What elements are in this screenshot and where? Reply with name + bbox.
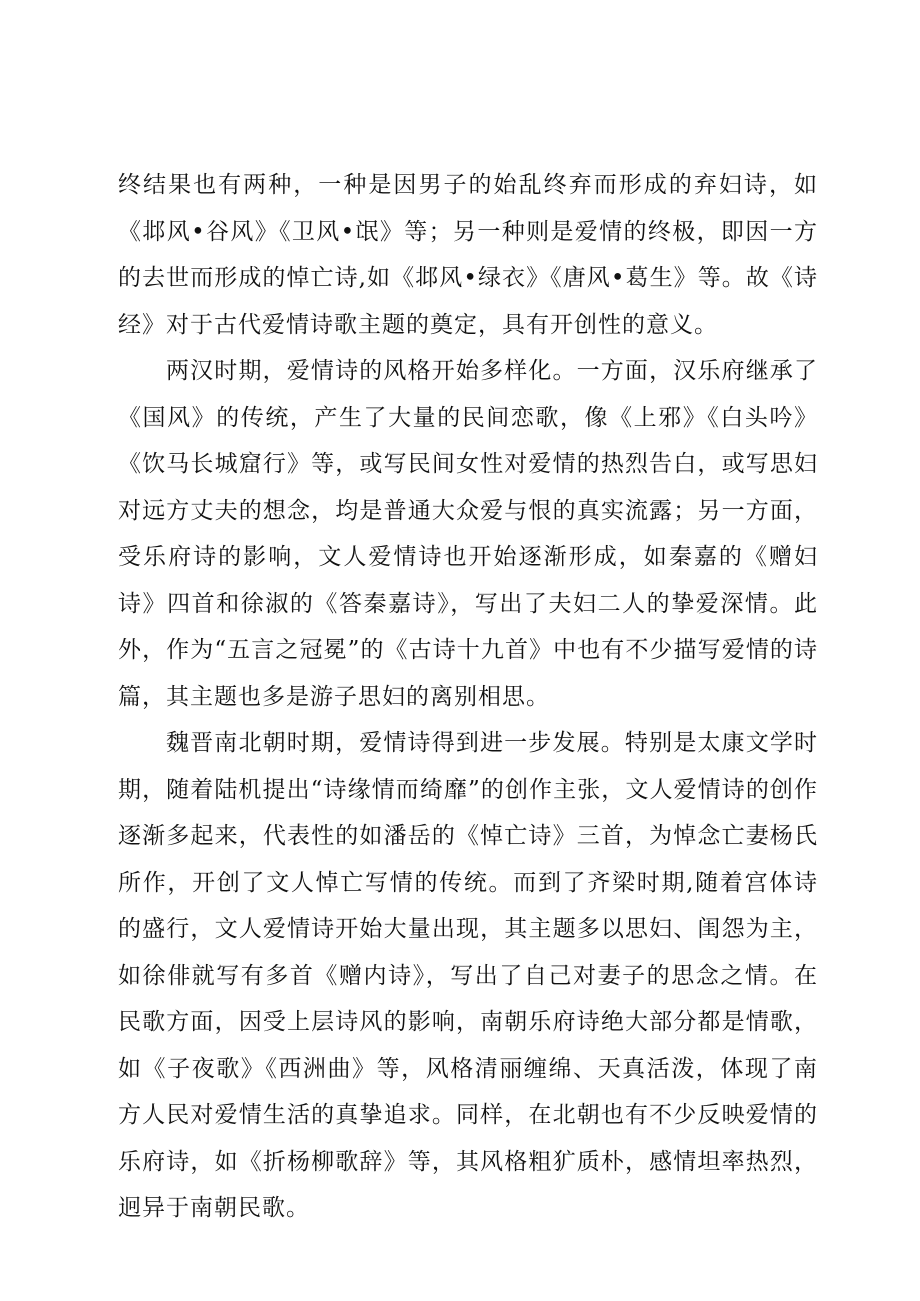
- paragraph-han-dynasty: 两汉时期，爱情诗的风格开始多样化。一方面，汉乐府继承了《国风》的传统，产生了大量的民间恋歌，像《上邪》《白头吟》《饮马长城窟行》等，或写民间女性对爱情的热烈告白，或写思妇对远方丈夫的想念，均是普通大众爱与恨的真实流露；另一方面，受乐府诗的影响，文人爱情诗也开始逐渐形成，如秦嘉的《赠妇诗》四首和徐淑的《答秦嘉诗》，写出了夫妇二人的挚爱深情。此外，作为“五言之冠冕”的《古诗十九首》中也有不少描写爱情的诗篇，其主题也多是游子思妇的离别相思。: [118, 358, 818, 710]
- paragraph-wei-jin-period: 魏晋南北朝时期，爱情诗得到进一步发展。特别是太康文学时期，随着陆机提出“诗缘情而绮靡”的创作主张，文人爱情诗的创作逐渐多起来，代表性的如潘岳的《悼亡诗》三首，为悼念亡妻杨氏所作，开创了文人悼亡写情的传统。而到了齐梁时期,随着宫体诗的盛行，文人爱情诗开始大量出现，其主题多以思妇、闺怨为主，如徐俳就写有多首《赠内诗》，写出了自己对妻子的思念之情。在民歌方面，因受上层诗风的影响，南朝乐府诗绝大部分都是情歌，如《子夜歌》《西洲曲》等，风格清丽缠绵、天真活泼，体现了南方人民对爱情生活的真挚追求。同样，在北朝也有不少反映爱情的乐府诗，如《折杨柳歌辞》等，其风格粗犷质朴，感情坦率热烈，迥异于南朝民歌。: [118, 730, 818, 1221]
- body-text: [118, 162, 818, 1232]
- paragraph-continuation: 终结果也有两种，一种是因男子的始乱终弃而形成的弃妇诗，如《邶风•谷风》《卫风•氓》等；另一种则是爱情的终极，即因一方的去世而形成的悼亡诗,如《邶风•绿衣》《唐风•葛生》等。故《诗经》对于古代爱情诗歌主题的奠定，具有开创性的意义。: [118, 172, 818, 338]
